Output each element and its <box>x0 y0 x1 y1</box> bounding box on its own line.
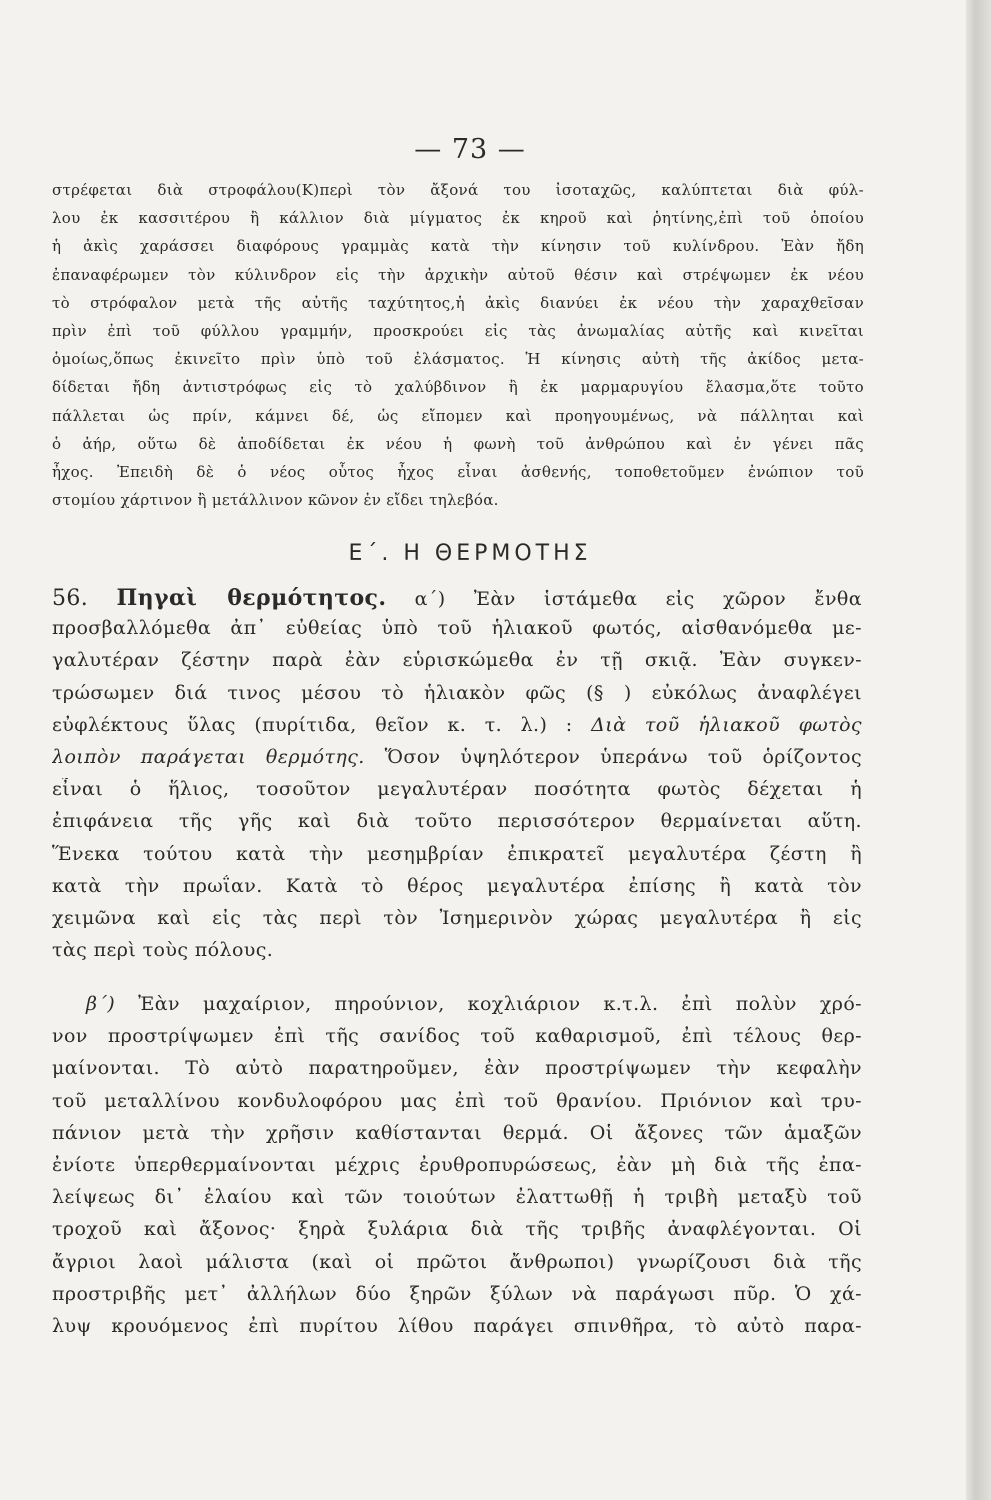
text-line <box>52 714 862 746</box>
text-line: λείψεως δι᾽ ἐλαίου καὶ τῶν τοιούτων ἐλαττωθῇ ἡ τριβὴ μεταξὺ τοῦ <box>52 1186 862 1209</box>
text-line: πρὶν ἐπὶ τοῦ φύλλου γραμμήν, προσκρούει εἰς τὰς ἀνωμαλίας αὐτῆς καὶ κινεῖται <box>52 321 864 340</box>
text-line: γαλυτέραν ζέστην παρὰ ἐὰν εὑρισκώμεθα ἐν τῇ σκιᾷ. Ἐὰν συγκεν- <box>52 649 862 672</box>
section-56-first-line <box>52 585 862 617</box>
text-line: χειμῶνα καὶ εἰς τὰς περὶ τὸν Ἰσημερινὸν χώρας μεγαλυτέρα ἢ εἰς <box>52 906 862 929</box>
text-line: τρώσωμεν διά τινος μέσου τὸ ἡλιακὸν φῶς (§ ) εὐκόλως ἀναφλέγει <box>52 681 862 704</box>
page-number: — 73 — <box>414 134 526 165</box>
text-line: τροχοῦ καὶ ἄξονος· ξηρὰ ξυλάρια διὰ τῆς τριβῆς ἀναφλέγονται. Οἱ <box>52 1218 862 1241</box>
text-line: τοῦ μεταλλίνου κονδυλοφόρου μας ἐπὶ τοῦ θρανίου. Πριόνιον καὶ τρυ- <box>52 1089 862 1112</box>
text-line: προσβαλλόμεθα ἀπ᾽ εὐθείας ὑπὸ τοῦ ἡλιακοῦ φωτός, αἰσθανόμεθα με- <box>52 617 862 640</box>
paragraph-phonograph <box>52 176 864 514</box>
text-line: στρέφεται διὰ στροφάλου(Κ)περὶ τὸν ἄξονά του ἰσοταχῶς, καλύπτεται διὰ φύλ- <box>52 181 864 199</box>
page-edge <box>966 0 991 1500</box>
text-line: ἐπαναφέρωμεν τὸν κύλινδρον εἰς τὴν ἀρχικὴν αὐτοῦ θέσιν καὶ στρέψωμεν ἐκ νέου <box>52 265 864 284</box>
section-title: Πηγαὶ θερμότητος. <box>116 585 387 611</box>
text-line: ἐνίοτε ὑπερθερμαίνονται μέχρις ἐρυθροπυρώσεως, ἐὰν μὴ διὰ τῆς ἐπα- <box>52 1153 862 1176</box>
section-56 <box>52 585 862 971</box>
text-line: εἶναι ὁ ἥλιος, τοσοῦτον μεγαλυτέραν ποσότητα φωτὸς δέχεται ἡ <box>52 778 862 801</box>
paragraph-b <box>52 993 862 1347</box>
text-line: νον προστρίψωμεν ἐπὶ τῆς σανίδος τοῦ καθαρισμοῦ, ἐπὶ τέλους θερ- <box>52 1025 862 1048</box>
text-line: Ἕνεκα τούτου κατὰ τὴν μεσημβρίαν ἐπικρατεῖ μεγαλυτέρα ζέστη ἢ <box>52 842 862 865</box>
text-line: ἡ ἀκὶς χαράσσει διαφόρους γραμμὰς κατὰ τὴν κίνησιν τοῦ κυλίνδρου. Ἐὰν ἤδη <box>52 237 864 256</box>
text-line: στομίου χάρτινον ἢ μετάλλινον κῶνον ἐν εἴδει τηλεβόα. <box>52 491 499 510</box>
text-line: λυψ κρουόμενος ἐπὶ πυρίτου λίθου παράγει σπινθῆρα, τὸ αὐτὸ παρα- <box>52 1314 862 1337</box>
paragraph-label: β΄) <box>86 993 116 1015</box>
text-line: τὸ στρόφαλον μετὰ τῆς αὐτῆς ταχύτητος,ἡ ἀκὶς διανύει ἐκ νέου τὴν χαραχθεῖσαν <box>52 293 864 312</box>
text-line: ἄγριοι λαοὶ μάλιστα (καὶ οἱ πρῶτοι ἄνθρωποι) γνωρίζουσι διὰ τῆς <box>52 1250 862 1273</box>
section-heading: Ε΄. Η ΘΕΡΜΟΤΗΣ <box>348 541 592 566</box>
text-line <box>52 746 862 778</box>
text-line: κατὰ τὴν πρωΐαν. Κατὰ τὸ θέρος μεγαλυτέρα ἐπίσης ἢ κατὰ τὸν <box>52 874 862 897</box>
text-line: τὰς περὶ τοὺς πόλους. <box>52 939 274 962</box>
text-line: προστριβῆς μετ᾽ ἀλλήλων δύο ξηρῶν ξύλων νὰ παράγωσι πῦρ. Ὁ χά- <box>52 1282 862 1305</box>
text-line: ὁ ἀήρ, οὕτω δὲ ἀποδίδεται ἐκ νέου ἡ φωνὴ τοῦ ἀνθρώπου καὶ ἐν γένει πᾶς <box>52 434 864 453</box>
italic-emphasis: Διὰ τοῦ ἡλιακοῦ φωτὸς <box>591 713 862 736</box>
italic-emphasis: λοιπὸν παράγεται θερμότης. <box>52 745 365 768</box>
text-fragment: Ἐὰν μαχαίριον, πηρούνιον, κοχλιάριον κ.τ.λ. ἐπὶ πολὺν χρό- <box>138 993 862 1015</box>
text-line: ἐπιφάνεια τῆς γῆς καὶ διὰ τοῦτο περισσότερον θερμαίνεται αὕτη. <box>52 810 862 833</box>
text-fragment: Ὅσον ὑψηλότερον ὑπεράνω τοῦ ὁρίζοντος <box>384 745 862 768</box>
text-fragment: εὐφλέκτους ὕλας (πυρίτιδα, θεῖον κ. τ. λ.) : <box>52 713 573 736</box>
text-line: δίδεται ἤδη ἀντιστρόφως εἰς τὸ χαλύβδινον ἢ ἐκ μαρμαρυγίου ἔλασμα,ὅτε τοῦτο <box>52 378 864 397</box>
text-line: μαίνονται. Τὸ αὐτὸ παρατηροῦμεν, ἐὰν προστρίψωμεν τὴν κεφαλὴν <box>52 1057 862 1080</box>
text-line: ἦχος. Ἐπειδὴ δὲ ὁ νέος οὗτος ἦχος εἶναι ἀσθενής, τοποθετοῦμεν ἐνώπιον τοῦ <box>52 462 864 481</box>
text-line: λου ἐκ κασσιτέρου ἢ κάλλιον διὰ μίγματος ἐκ κηροῦ καὶ ῥητίνης,ἐπὶ τοῦ ὁποίου <box>52 209 864 228</box>
text-line: ὁμοίως,ὅπως ἐκινεῖτο πρὶν ὑπὸ τοῦ ἐλάσματος. Ἡ κίνησις αὐτὴ τῆς ἀκίδος μετα- <box>52 350 864 369</box>
text-line: πάνιον μετὰ τὴν χρῆσιν καθίστανται θερμά. Οἱ ἄξονες τῶν ἁμαξῶν <box>52 1121 862 1144</box>
section-number: 56. <box>52 586 89 611</box>
paragraph-b-first-line <box>52 993 862 1025</box>
text-line: πάλλεται ὡς πρίν, κάμνει δέ, ὡς εἴπομεν καὶ προηγουμένως, νὰ πάλληται καὶ <box>52 406 864 425</box>
text-fragment: α΄) Ἐὰν ἱστάμεθα εἰς χῶρον ἔνθα <box>414 588 862 610</box>
